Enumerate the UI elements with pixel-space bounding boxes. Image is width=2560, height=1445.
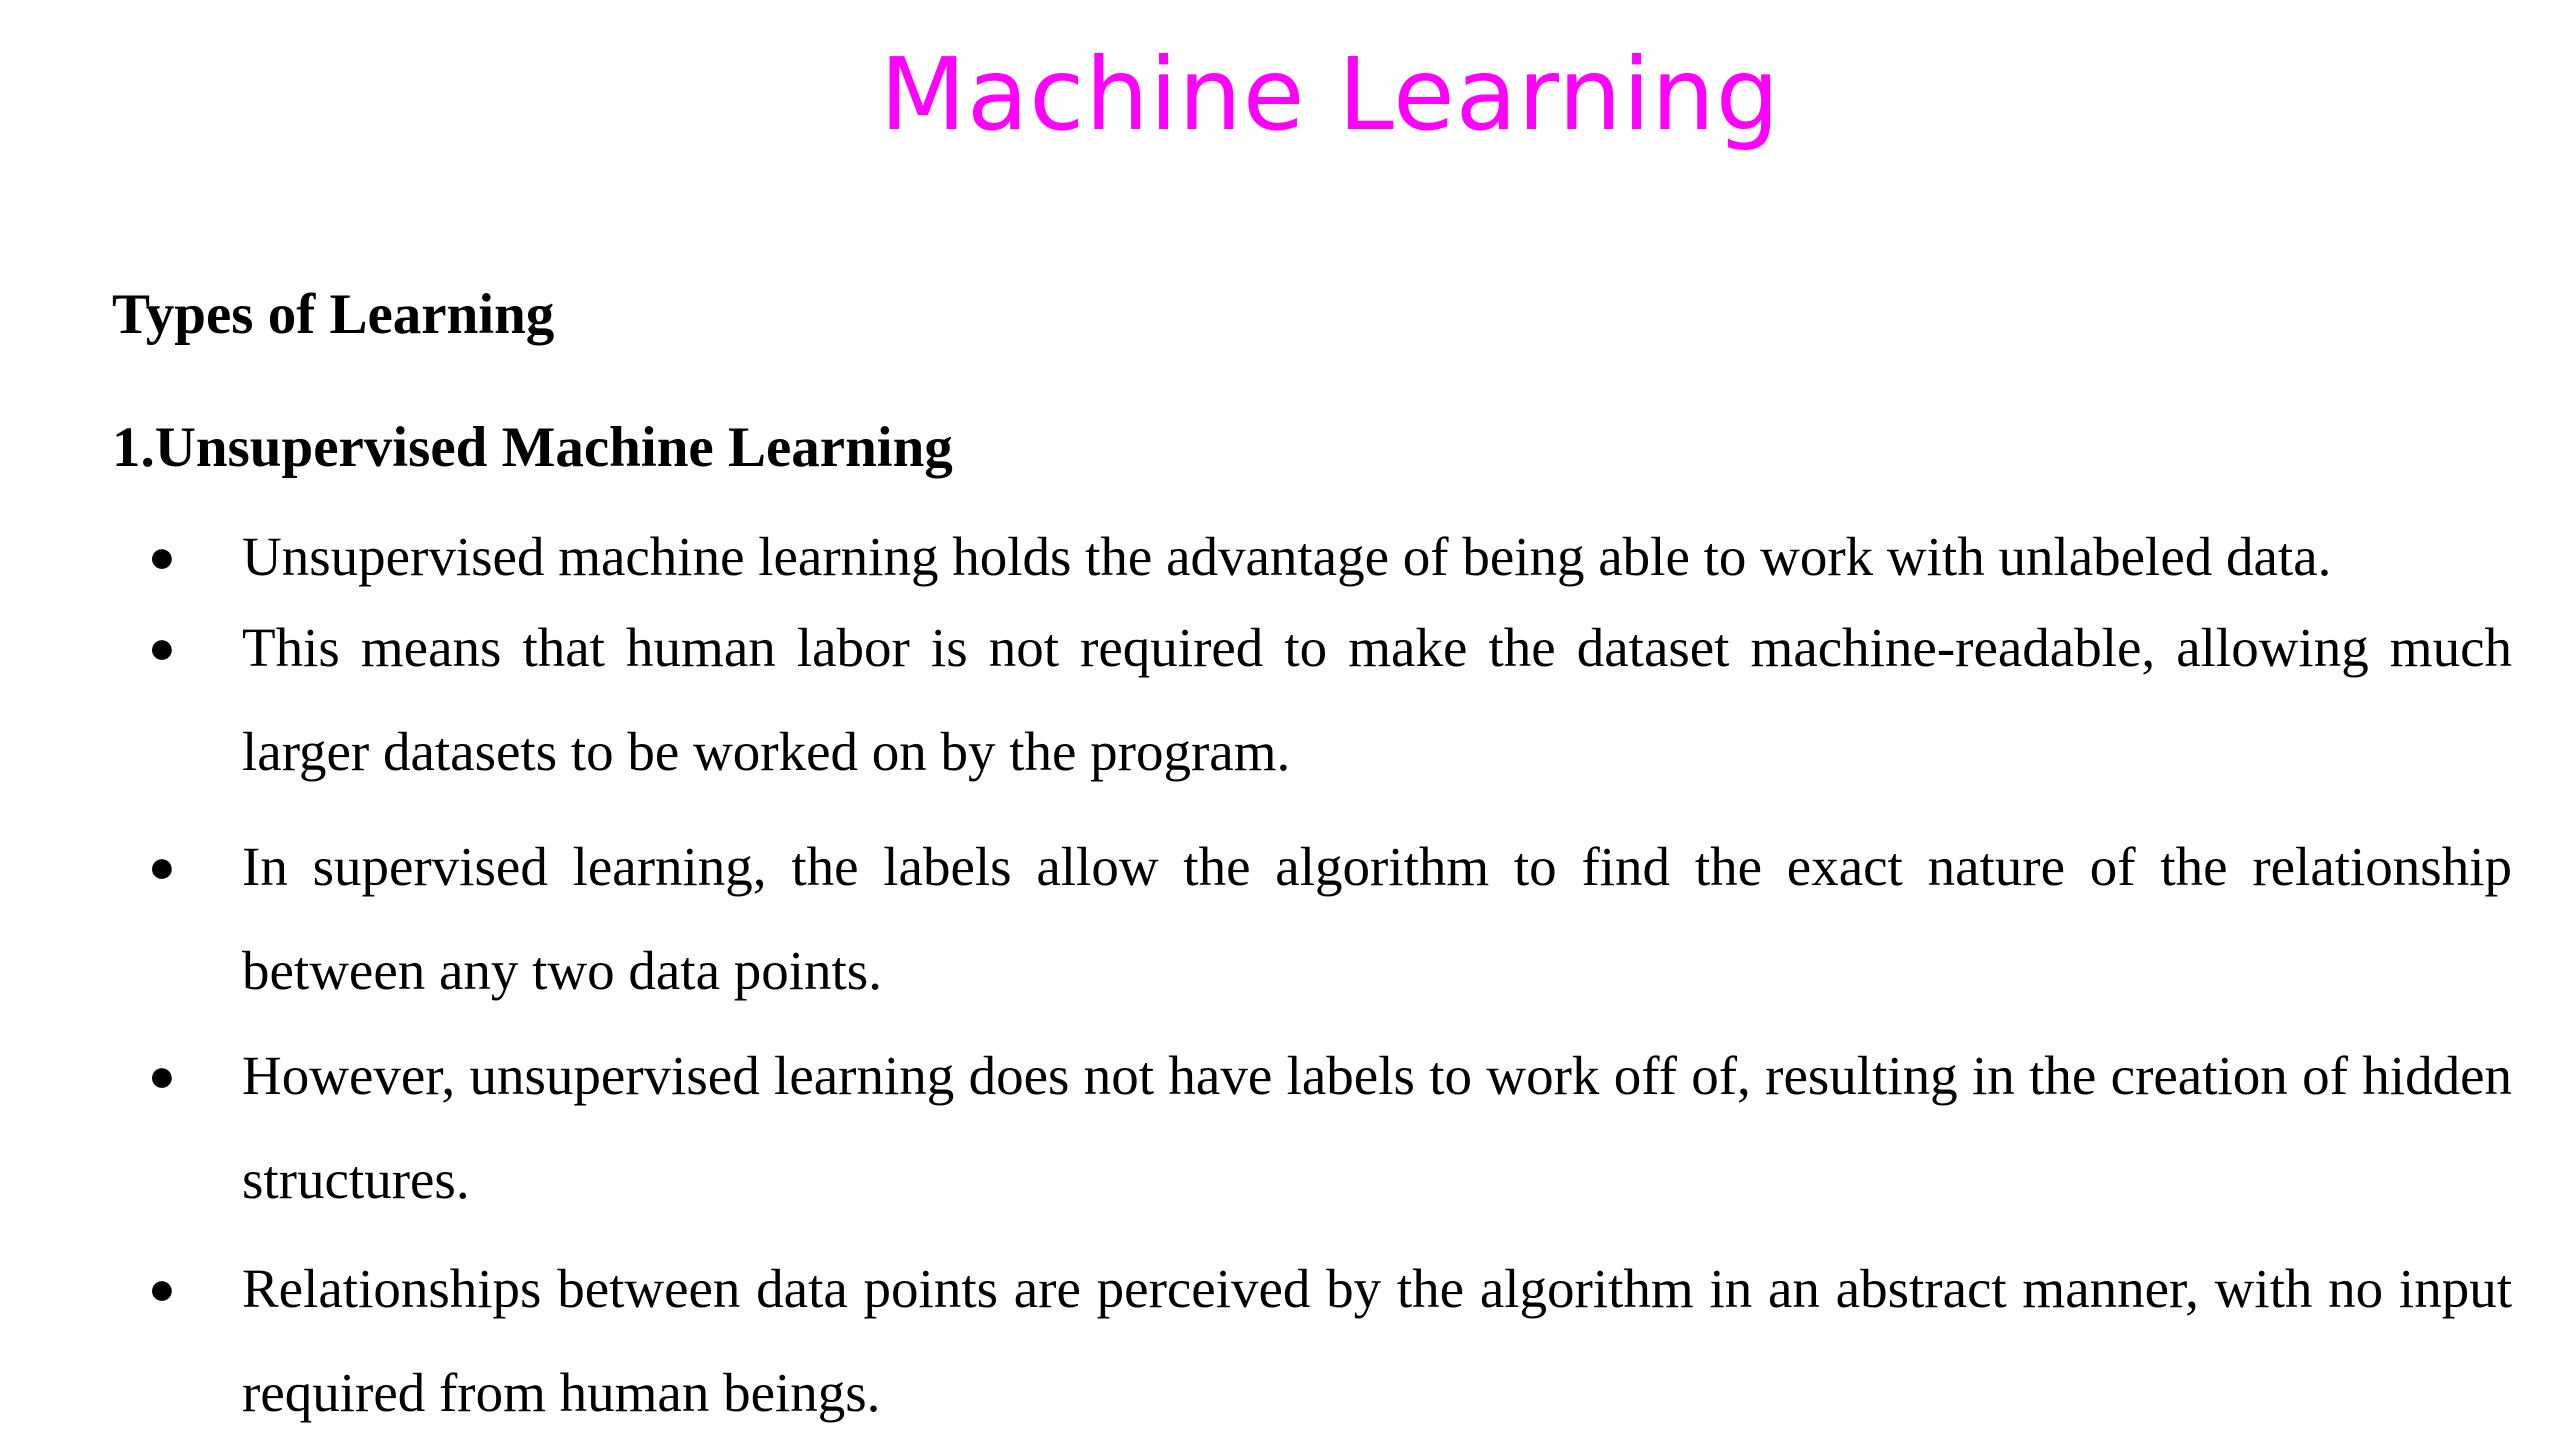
bullet-text: Unsupervised machine learning holds the advantage of being able to work with unlabeled data. bbox=[242, 526, 2332, 587]
bullet-text: Relationships between data points are perceived by the algorithm in an abstract manner, with no input required from human beings. bbox=[242, 1258, 2512, 1423]
bullet-icon: ● bbox=[148, 531, 176, 582]
bullet-icon: ● bbox=[148, 622, 176, 673]
bullet-text: In supervised learning, the labels allow the algorithm to find the exact nature of the relationship between any two data points. bbox=[242, 836, 2512, 1001]
bullet-text: However, unsupervised learning does not have labels to work off of, resulting in the creation of hidden structures. bbox=[242, 1045, 2512, 1210]
section-heading: Types of Learning bbox=[112, 283, 555, 346]
bullet-icon: ● bbox=[148, 1263, 176, 1314]
subsection-heading: 1.Unsupervised Machine Learning bbox=[112, 416, 953, 479]
bullet-icon: ● bbox=[148, 1050, 176, 1101]
bullet-icon: ● bbox=[148, 841, 176, 892]
page-title: Machine Learning bbox=[879, 36, 1781, 153]
bullet-text: This means that human labor is not required to make the dataset machine-readable, allowing much larger datasets to be worked on by the program. bbox=[242, 617, 2512, 782]
